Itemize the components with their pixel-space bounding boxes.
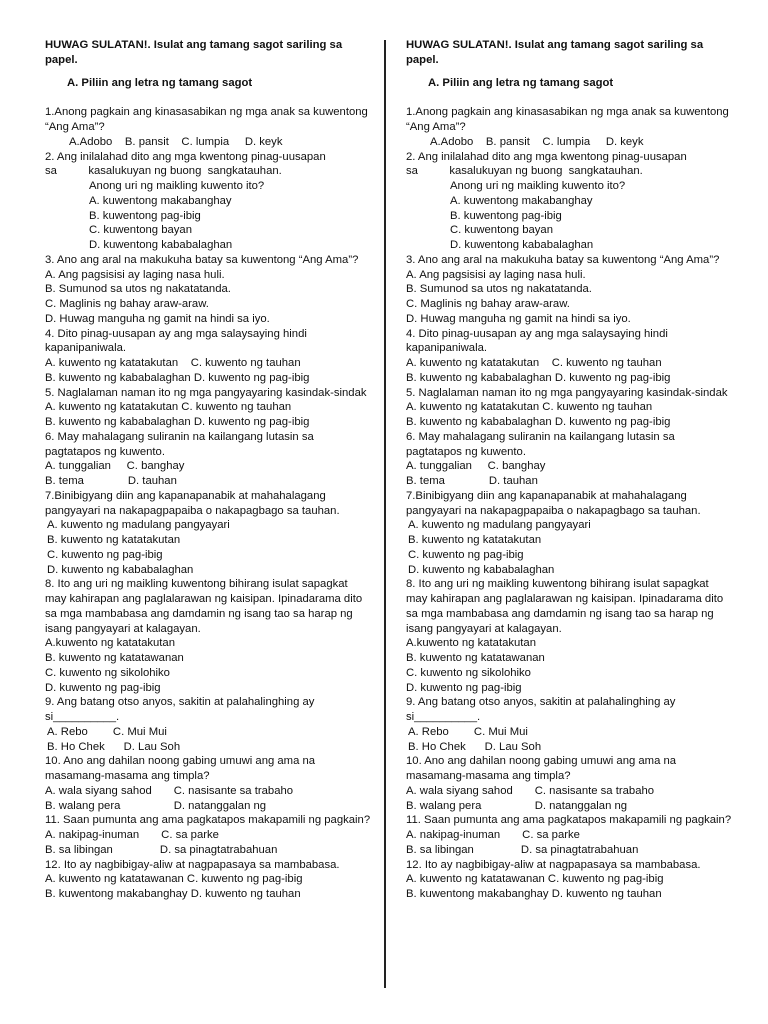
option: B. walang pera D. natanggalan ng: [45, 799, 267, 812]
question-2-line3: Anong uri ng maikling kuwento ito?: [89, 180, 265, 192]
question-2-line2: sa kasalukuyan ng buong sangkatauhan.: [406, 165, 643, 178]
question-5: 5. Naglalaman naman ito ng mga pangyayaring kasindak-sindak: [406, 386, 728, 399]
option: D. kuwentong kababalaghan: [450, 239, 594, 251]
option: A. Rebo C. Mui Mui: [408, 725, 528, 738]
option: D. kuwento ng kababalaghan: [408, 563, 555, 576]
question-2-line3: Anong uri ng maikling kuwento ito?: [450, 180, 626, 192]
question-1: 1.Anong pagkain ang kinasasabikan ng mga anak sa kuwentong “Ang Ama”?: [45, 106, 368, 133]
question-1-options: A.Adobo B. pansit C. lumpia D. keyk: [430, 135, 644, 148]
option: D. kuwento ng pag-ibig: [45, 681, 161, 694]
option: A. kuwento ng katatakutan C. kuwento ng tauhan: [406, 401, 653, 414]
option: B. kuwentong makabanghay D. kuwento ng tauhan: [45, 888, 301, 900]
option: D. kuwento ng kababalaghan: [47, 563, 194, 576]
option: D. Huwag manguha ng gamit na hindi sa iyo.: [45, 312, 270, 325]
question-1-options: A.Adobo B. pansit C. lumpia D. keyk: [69, 135, 283, 148]
question-6: 6. May mahalagang suliranin na kailangang lutasin sa pagtatapos ng kuwento.: [406, 430, 675, 458]
question-9: 9. Ang batang otso anyos, sakitin at palahalinghing ay si__________.: [45, 696, 315, 723]
option: A. wala siyang sahod C. nasisante sa trabaho: [406, 784, 655, 797]
option: D. kuwento ng pag-ibig: [406, 681, 522, 694]
option: A. kuwento ng madulang pangyayari: [47, 519, 230, 532]
question-5: 5. Naglalaman naman ito ng mga pangyayaring kasindak-sindak: [45, 386, 367, 399]
question-11: 11. Saan pumunta ang ama pagkatapos makapamili ng pagkain?: [45, 814, 371, 827]
option: B. kuwento ng kababalaghan D. kuwento ng pag-ibig: [45, 371, 310, 384]
option: A. tunggalian C. banghay: [45, 460, 185, 473]
option: C. kuwentong bayan: [450, 224, 553, 237]
option: A. kuwento ng katatawanan C. kuwento ng pag-ibig: [406, 873, 664, 886]
option: A. kuwento ng madulang pangyayari: [408, 519, 591, 532]
question-2: 2. Ang inilalahad dito ang mga kwentong pinag-uusapan: [45, 150, 326, 163]
option: A. tunggalian C. banghay: [406, 460, 546, 473]
option: A.kuwento ng katatakutan: [406, 637, 537, 650]
option: A. Rebo C. Mui Mui: [47, 725, 167, 738]
option: A. kuwento ng katatakutan C. kuwento ng tauhan: [406, 357, 662, 369]
option: D. kuwentong kababalaghan: [89, 239, 233, 251]
option: B. sa libingan D. sa pinagtatrabahuan: [406, 843, 639, 856]
option: A.kuwento ng katatakutan: [45, 637, 176, 650]
question-12: 12. Ito ay nagbibigay-aliw at nagpapasaya sa mambabasa.: [406, 858, 701, 871]
worksheet-header: HUWAG SULATAN!. Isulat ang tamang sagot sariling sa papel.: [406, 39, 704, 66]
section-title: A. Piliin ang letra ng tamang sagot: [67, 76, 253, 89]
option: B. kuwentong pag-ibig: [450, 209, 562, 222]
option: B. tema D. tauhan: [406, 475, 538, 487]
question-8: 8. Ito ang uri ng maikling kuwentong bihirang isulat sapagkat may kahirapan ang paglalarawan ng kaisipan. Ipinadarama dito sa mga mambabasa ang damdamin ng isang tao sa harap ng isang pangyayari at kalagayan.: [45, 578, 363, 635]
option: A. kuwentong makabanghay: [450, 194, 593, 207]
option: B. kuwento ng katatawanan: [406, 652, 545, 664]
option: A. kuwento ng katatawanan C. kuwento ng pag-ibig: [45, 873, 303, 886]
question-8: 8. Ito ang uri ng maikling kuwentong bihirang isulat sapagkat may kahirapan ang paglalarawan ng kaisipan. Ipinadarama dito sa mga mambabasa ang damdamin ng isang tao sa harap ng isang pangyayari at kalagayan.: [406, 578, 724, 635]
option: B. tema D. tauhan: [45, 475, 177, 487]
question-9: 9. Ang batang otso anyos, sakitin at palahalinghing ay si__________.: [406, 696, 676, 723]
question-3: 3. Ano ang aral na makukuha batay sa kuwentong “Ang Ama”?: [45, 253, 359, 266]
option: A. Ang pagsisisi ay laging nasa huli.: [406, 268, 586, 281]
option: B. kuwento ng kababalaghan D. kuwento ng pag-ibig: [406, 416, 671, 428]
option: A. nakipag-inuman C. sa parke: [406, 829, 580, 841]
option: B. kuwento ng katatakutan: [47, 534, 181, 546]
question-10: 10. Ano ang dahilan noong gabing umuwi ang ama na masamang-masama ang timpla?: [45, 755, 316, 782]
option: B. kuwentong makabanghay D. kuwento ng tauhan: [406, 888, 662, 900]
option: A. kuwento ng katatakutan C. kuwento ng tauhan: [45, 401, 292, 414]
option: A. kuwento ng katatakutan C. kuwento ng tauhan: [45, 357, 301, 369]
worksheet-left: [45, 38, 371, 902]
question-6: 6. May mahalagang suliranin na kailangang lutasin sa pagtatapos ng kuwento.: [45, 430, 314, 458]
option: C. kuwento ng sikolohiko: [406, 666, 531, 679]
worksheet-header: HUWAG SULATAN!. Isulat ang tamang sagot sariling sa papel.: [45, 39, 343, 66]
option: B. kuwento ng kababalaghan D. kuwento ng pag-ibig: [406, 371, 671, 384]
option: B. kuwento ng kababalaghan D. kuwento ng pag-ibig: [45, 416, 310, 428]
column-divider: [384, 40, 386, 988]
section-title: A. Piliin ang letra ng tamang sagot: [428, 76, 614, 89]
option: A. wala siyang sahod C. nasisante sa trabaho: [45, 784, 294, 797]
option: D. Huwag manguha ng gamit na hindi sa iyo.: [406, 312, 631, 325]
option: A. kuwentong makabanghay: [89, 194, 232, 207]
question-7: 7.Binibigyang diin ang kapanapanabik at mahahalagang pangyayari na nakapagpapaiba o nakapagbago sa tauhan.: [406, 489, 701, 517]
option: C. Maglinis ng bahay araw-araw.: [406, 298, 570, 310]
question-7: 7.Binibigyang diin ang kapanapanabik at mahahalagang pangyayari na nakapagpapaiba o nakapagbago sa tauhan.: [45, 489, 340, 517]
option: A. nakipag-inuman C. sa parke: [45, 829, 219, 841]
option: B. kuwento ng katatakutan: [408, 534, 542, 546]
option: B. kuwentong pag-ibig: [89, 209, 201, 222]
option: C. kuwento ng pag-ibig: [47, 548, 163, 561]
option: C. Maglinis ng bahay araw-araw.: [45, 298, 209, 310]
option: B. Sumunod sa utos ng nakatatanda.: [45, 283, 231, 296]
worksheet-right: [406, 38, 732, 902]
question-4: 4. Dito pinag-uusapan ay ang mga salaysaying hindi kapanipaniwala.: [45, 327, 307, 355]
question-11: 11. Saan pumunta ang ama pagkatapos makapamili ng pagkain?: [406, 814, 732, 827]
question-4: 4. Dito pinag-uusapan ay ang mga salaysaying hindi kapanipaniwala.: [406, 327, 668, 355]
option: B. kuwento ng katatawanan: [45, 652, 184, 664]
option: B. Ho Chek D. Lau Soh: [408, 740, 542, 753]
question-2-line2: sa kasalukuyan ng buong sangkatauhan.: [45, 165, 282, 178]
option: C. kuwentong bayan: [89, 224, 192, 237]
option: B. Ho Chek D. Lau Soh: [47, 740, 181, 753]
option: C. kuwento ng pag-ibig: [408, 548, 524, 561]
question-12: 12. Ito ay nagbibigay-aliw at nagpapasaya sa mambabasa.: [45, 858, 340, 871]
option: B. Sumunod sa utos ng nakatatanda.: [406, 283, 592, 296]
option: B. walang pera D. natanggalan ng: [406, 799, 628, 812]
option: C. kuwento ng sikolohiko: [45, 666, 170, 679]
question-10: 10. Ano ang dahilan noong gabing umuwi ang ama na masamang-masama ang timpla?: [406, 755, 677, 782]
question-2: 2. Ang inilalahad dito ang mga kwentong pinag-uusapan: [406, 150, 687, 163]
option: A. Ang pagsisisi ay laging nasa huli.: [45, 268, 225, 281]
option: B. sa libingan D. sa pinagtatrabahuan: [45, 843, 278, 856]
question-3: 3. Ano ang aral na makukuha batay sa kuwentong “Ang Ama”?: [406, 253, 720, 266]
question-1: 1.Anong pagkain ang kinasasabikan ng mga anak sa kuwentong “Ang Ama”?: [406, 106, 729, 133]
